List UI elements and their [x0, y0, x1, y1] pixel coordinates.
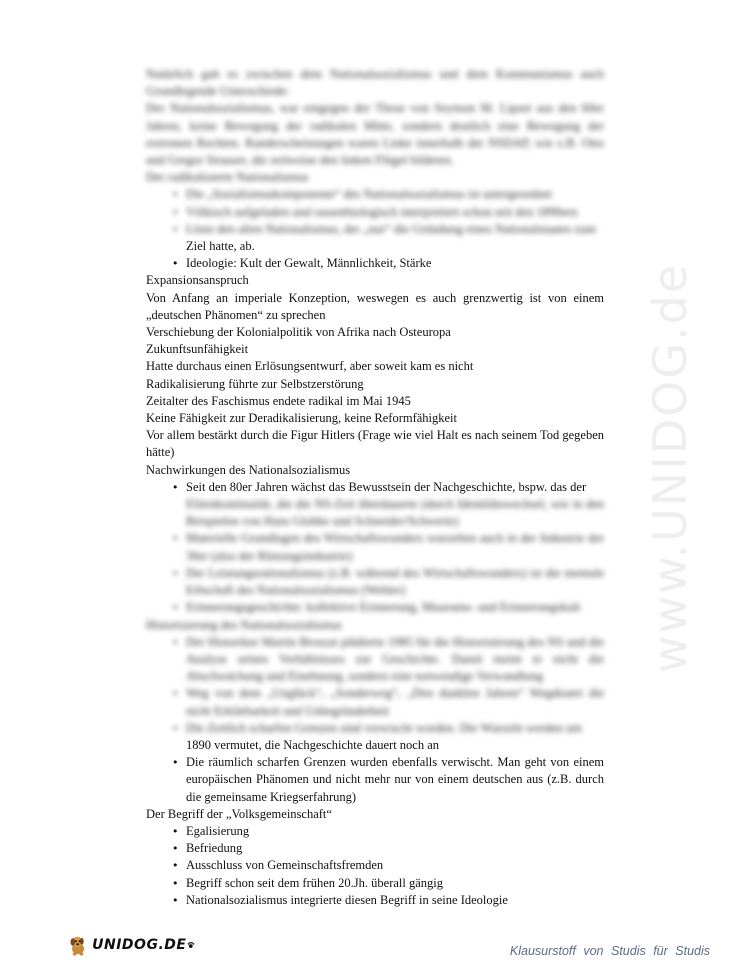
bullet-list — [146, 479, 604, 496]
section-heading: Historisierung des Nationalsozialismus — [146, 617, 342, 632]
paw-icon — [187, 940, 195, 950]
footer-tagline: Klausurstoff von Studis für Studis — [509, 944, 710, 958]
watermark-text: www.UNIDOG.de — [643, 262, 697, 674]
bullet-list — [146, 186, 604, 238]
section-heading: Der Begriff der „Volksgemeinschaft“ — [146, 806, 332, 821]
document-body — [146, 66, 604, 909]
continuation-text: Ziel hatte, ab. — [186, 239, 255, 254]
paragraph: Der Nationalsozialismus, war entgegen der These von Seymon M. Lipset aus den 60er Jahren, keine Bewegung der radikalen Mitte, sondern deutlich eine Bewegung der extremen Rechten. Randerscheinungen waren Linke innerhalb der NSDAP, wie z.B. Otto und Gregor Strasser, die zeitweise den linken Flügel bildeten. — [146, 101, 604, 168]
bullet-list — [146, 634, 604, 737]
bullet-list — [146, 255, 604, 272]
list-item: • Die Zeitlich scharfen Grenzen sind verwischt worden. Die Wurzeln werden um — [146, 720, 604, 737]
list-item: • Seit den 80er Jahren wächst das Bewusstsein der Nachgeschichte, bspw. das der — [146, 479, 604, 496]
bullet-continuation: Elitenkontinuität, die die NS-Zeit überdauerte (durch Identitätswechsel, wie in den Beispielen von Hans Globke und Schneider/Schwerte) — [186, 497, 604, 529]
bullet-continuation — [146, 238, 604, 255]
blurred-middle-section — [146, 496, 604, 737]
paragraph: Verschiebung der Kolonialpolitik von Afrika nach Osteuropa — [146, 325, 451, 340]
list-item: • Materielle Grundlagen des Wirtschaftswunders wurzelten auch in der Industrie der 30er (also der Rüstungsindustrie) — [146, 530, 604, 564]
list-item: • Erinnerungsgeschichte: kollektive Erinnerung, Museums- und Erinnerungskult — [146, 599, 604, 616]
paragraph: Natürlich gab es zwischen dem Nationalsozialismus und dem Kommunismus auch Grundlegende Unterschiede: — [146, 67, 604, 99]
list-item: • Die räumlich scharfen Grenzen wurden ebenfalls verwischt. Man geht von einem europäischen Phänomen und nicht mehr nur von einem deutschen aus (z.B. durch die gemeinsame Kriegserfahrung) — [146, 754, 604, 806]
section-heading: Expansionsanspruch — [146, 273, 249, 288]
list-item: • Der Leistungsrationalismus (z.B. während des Wirtschaftswunders) ist die mentale Erbschaft des Nationalsozialismus (Wehler) — [146, 565, 604, 599]
dog-logo-icon — [66, 929, 90, 961]
list-item: • Befriedung — [146, 840, 604, 857]
list-item: • Die „Sozialismuskomponente“ des Nationalsozialismus ist untergeordnet — [146, 186, 604, 203]
logo-text: UNIDOG.DE — [92, 937, 187, 953]
list-item: • Ausschluss von Gemeinschaftsfremden — [146, 857, 604, 874]
list-item: • Löste den alten Nationalismus, der „nur“ die Gründung eines Nationalstaates zum — [146, 221, 604, 238]
list-item: • Völkisch aufgeladen und rassenbiologisch interpretiert schon seit den 1890ern — [146, 204, 604, 221]
list-item: • Nationalsozialismus integrierte diesen Begriff in seine Ideologie — [146, 892, 604, 909]
bullet-list — [146, 754, 604, 806]
section-heading: Nachwirkungen des Nationalsozialismus — [146, 462, 351, 477]
section-heading: Der radikalisierte Nationalismus — [146, 170, 309, 185]
paragraph: Hatte durchaus einen Erlösungsentwurf, aber soweit kam es nicht — [146, 359, 474, 374]
paragraph: Zeitalter des Faschismus endete radikal im Mai 1945 — [146, 393, 411, 408]
list-item: • Ideologie: Kult der Gewalt, Männlichkeit, Stärke — [146, 255, 604, 272]
bullet-continuation — [146, 737, 604, 754]
bullet-list — [146, 530, 604, 616]
footer-logo[interactable] — [66, 928, 196, 962]
list-item: • Weg von dem „Unglück“, „Sonderweg“, „Den dunklen Jahren“ Wegdeutet die nicht Erklärbarkeit und Unbegründetheit — [146, 685, 604, 719]
continuation-text: 1890 vermutet, die Nachgeschichte dauert noch an — [186, 737, 440, 752]
paragraph: Vor allem bestärkt durch die Figur Hitlers (Frage wie viel Halt es nach seinem Tod gegeben hätte) — [146, 428, 604, 460]
list-item: • Der Historiker Martin Broszat plädierte 1985 für die Historisierung des NS und die Analyse seines Verhältnisses zur Geschichte. Damit meint er nicht die Abschwächung und Einebnung, sondern eine notwendige Verwandlung — [146, 634, 604, 686]
paragraph: Radikalisierung führte zur Selbstzerstörung — [146, 376, 364, 391]
bullet-list — [146, 823, 604, 909]
paragraph: Von Anfang an imperiale Konzeption, weswegen es auch grenzwertig ist von einem „deutschen Phänomen“ zu sprechen — [146, 290, 604, 322]
paragraph: Keine Fähigkeit zur Deradikalisierung, keine Reformfähigkeit — [146, 411, 458, 426]
list-item: • Egalisierung — [146, 823, 604, 840]
blurred-top-section — [146, 66, 604, 238]
section-heading: Zukunftsunfähigkeit — [146, 342, 249, 357]
watermark — [640, 258, 700, 678]
list-item: • Begriff schon seit dem frühen 20.Jh. überall gängig — [146, 875, 604, 892]
